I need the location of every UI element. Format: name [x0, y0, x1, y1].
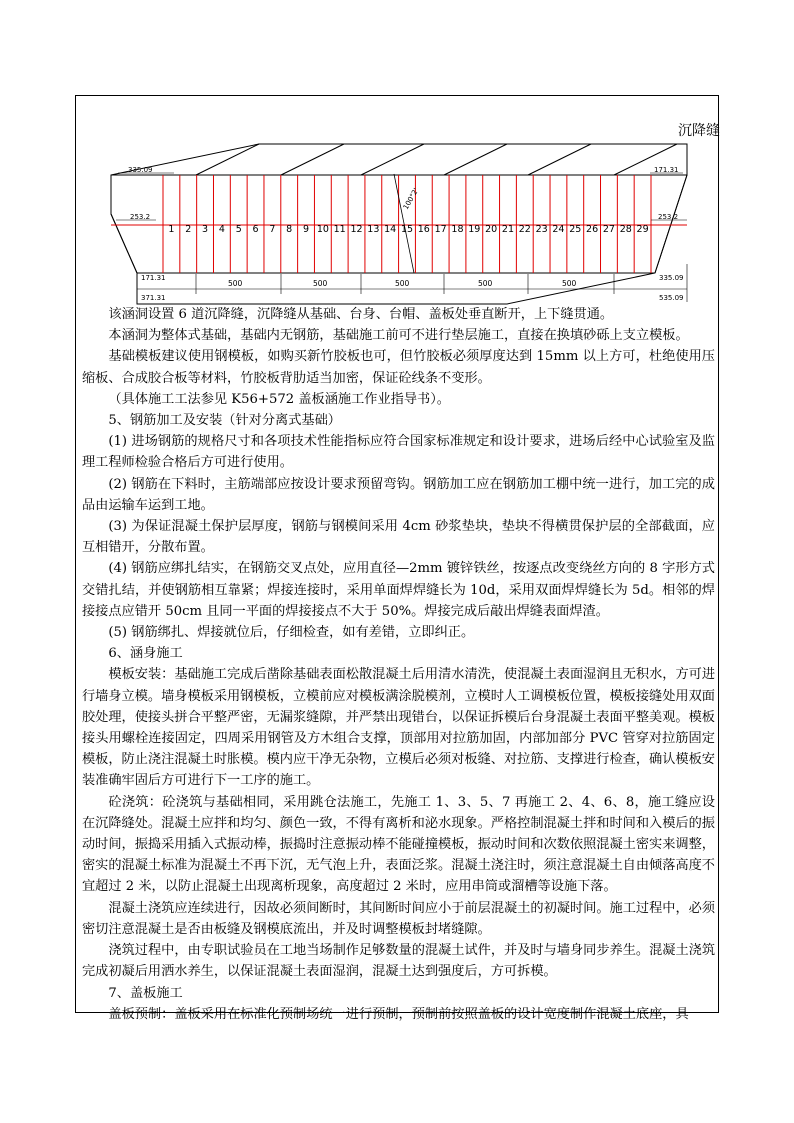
paragraph: (4) 钢筋应绑扎结实，在钢筋交叉点处，应用直径—2mm 镀锌铁丝，按逐点改变绕丝方向的 8 字形方式交错扎结，并使钢筋相互靠紧；焊接连接时，采用单面焊焊缝长为 10d，采用双面焊焊缝长为 5d。相邻的焊接接点应错开 50cm 且同一平面的焊接接点不大于 50%。焊接完成后敲出焊缝表面焊渣。 [82, 561, 715, 619]
segment-label: 12 [350, 224, 363, 235]
segment-label: 16 [417, 224, 430, 235]
segment-label: 27 [602, 224, 615, 235]
dim-span-2: 500 [313, 279, 328, 288]
diagram-label: 沉降缝 [678, 123, 720, 139]
segment-label: 19 [468, 224, 481, 235]
segment-label: 5 [235, 224, 242, 235]
segment-label: 25 [569, 224, 582, 235]
segment-label: 28 [619, 224, 632, 235]
paragraph: (3) 为保证混凝土保护层厚度，钢筋与钢模间采用 4cm 砂浆垫块，垫块不得横贯保护层的全部截面，应互相错开，分散布置。 [82, 519, 715, 556]
dim-span-4: 500 [478, 279, 493, 288]
paragraph: 该涵洞设置 6 道沉降缝，沉降缝从基础、台身、台帽、盖板处垂直断开，上下缝贯通。 [108, 307, 614, 322]
paragraph: 7、盖板施工 [108, 985, 183, 1001]
segment-label: 9 [303, 224, 310, 235]
dim-bottom-left-inner: 171.31 [141, 274, 166, 282]
paragraph: 6、涵身施工 [108, 646, 183, 662]
dim-bottom-right-outer: 535.09 [659, 294, 684, 302]
dim-bottom-left-outer: 371.31 [141, 294, 166, 302]
body-text [82, 304, 715, 1025]
segment-labels [168, 224, 648, 235]
paragraph: 本涵洞为整体式基础，基础内无钢筋，基础施工前可不进行垫层施工，直接在换填砂砾上支立模板。 [108, 328, 689, 344]
segment-label: 21 [501, 224, 515, 235]
paragraph: （具体施工工法参见 K56+572 盖板涵施工作业指导书）。 [108, 391, 450, 407]
document-frame [75, 95, 720, 1022]
segment-label: 1 [168, 224, 175, 235]
culvert-plan-diagram [76, 144, 720, 302]
segment-label: 8 [286, 224, 293, 235]
paragraph: (5) 钢筋绑扎、焊接就位后，仔细检查，如有差错，立即纠正。 [108, 625, 475, 641]
dim-bottom-right-inner: 335.09 [659, 274, 684, 282]
segment-label: 22 [518, 224, 531, 235]
dim-span-1: 500 [228, 279, 243, 288]
paragraph: 基础模板建议使用钢模板，如购买新竹胶板也可，但竹胶板必须厚度达到 15mm 以上方可，杜绝使用压缩板、合成胶合板等材料，竹胶板背肋适当加密，保证砼线条不变形。 [82, 349, 715, 386]
dim-mid-right: 253.2 [658, 213, 679, 221]
segment-label: 3 [202, 224, 209, 235]
dim-mid-left: 253.2 [130, 213, 151, 221]
segment-label: 11 [333, 224, 346, 235]
paragraph: (1) 进场钢筋的规格尺寸和各项技术性能指标应符合国家标准规定和设计要求，进场后经中心试验室及监理工程师检验合格后方可进行使用。 [82, 434, 715, 471]
dim-span-3: 500 [395, 279, 410, 288]
paragraph: 浇筑过程中，由专职试验员在工地当场制作足够数量的混凝土试件，并及时与墙身同步养生。混凝土浇筑完成初凝后用洒水养生，以保证混凝土表面湿润，混凝土达到强度后，方可拆模。 [82, 943, 716, 980]
segment-label: 29 [636, 224, 649, 235]
dim-span-5: 500 [562, 279, 577, 288]
segment-label: 26 [586, 224, 599, 235]
segment-label: 14 [384, 224, 397, 235]
segment-label: 2 [185, 224, 192, 235]
segment-label: 6 [252, 224, 259, 235]
segment-label: 10 [316, 224, 329, 235]
paragraph: (2) 钢筋在下料时，主筋端部应按设计要求预留弯钩。钢筋加工应在钢筋加工棚中统一进行，加工完的成品由运输车运到工地。 [82, 476, 715, 513]
segment-label: 7 [269, 224, 276, 235]
segment-label: 23 [535, 224, 548, 235]
paragraph: 砼浇筑：砼浇筑与基础相同，采用跳仓法施工，先施工 1、3、5、7 再施工 2、4、6、8，施工缝应设在沉降缝处。混凝土应拌和均匀、颜色一致，不得有离析和泌水现象。严格控制混凝土拌和时间和入模后的振动时间，振捣采用插入式振动棒，振捣时注意振动棒不能碰撞模板，振动时间和次数依照混凝土密实来调整，密实的混凝土标准为混凝土不再下沉，无气泡上升，表面泛浆。混凝土浇注时，须注意混凝土自由倾落高度不宜超过 2 米，以防止混凝土出现离析现象，高度超过 2 米时，应用串筒或溜槽等设施下落。 [82, 794, 715, 895]
segment-label: 24 [552, 224, 565, 235]
segment-label: 15 [400, 224, 414, 235]
dim-top-right: 171.31 [654, 166, 679, 174]
dim-top-left: 335.09 [128, 166, 153, 174]
segment-label: 4 [218, 224, 225, 235]
segment-label: 17 [434, 224, 447, 235]
segment-label: 20 [485, 224, 498, 235]
segment-label: 13 [367, 224, 380, 235]
paragraph: 模板安装：基础施工完成后凿除基础表面松散混凝土后用清水清洗，使混凝土表面湿润且无积水，方可进行墙身立模。墙身模板采用钢模板，立模前应对模板满涂脱模剂，立模时人工调模板位置，模板接缝处用双面胶处理，使接头拼合平整严密，无漏浆缝隙，并严禁出现错台，以保证拆模后台身混凝土表面平整美观。模板接头用螺栓连接固定，四周采用钢管及方木组合支撑，顶部用对拉筋加固，内部加部分 PVC 管穿对拉筋固定模板，防止浇注混凝土时胀模。模内应干净无杂物，立模后必须对板缝、对拉筋、支撑进行检查，确认模板安装准确牢固后方可进行下一工序的施工。 [82, 667, 716, 789]
dim-skew: 100°2' [401, 186, 421, 211]
paragraph: 混凝土浇筑应连续进行，因故必须间断时，其间断时间应小于前层混凝土的初凝时间。施工过程中，必须密切注意混凝土是否由板缝及钢模底流出，并及时调整模板封堵缝隙。 [82, 900, 716, 937]
paragraph: 盖板预制：盖板采用在标准化预制场统一进行预制，预制前按照盖板的设计宽度制作混凝土底座，具 [108, 1006, 689, 1022]
paragraph: 5、钢筋加工及安装（针对分离式基础） [108, 413, 341, 429]
segment-label: 18 [451, 224, 464, 235]
skew-lines [196, 144, 677, 175]
